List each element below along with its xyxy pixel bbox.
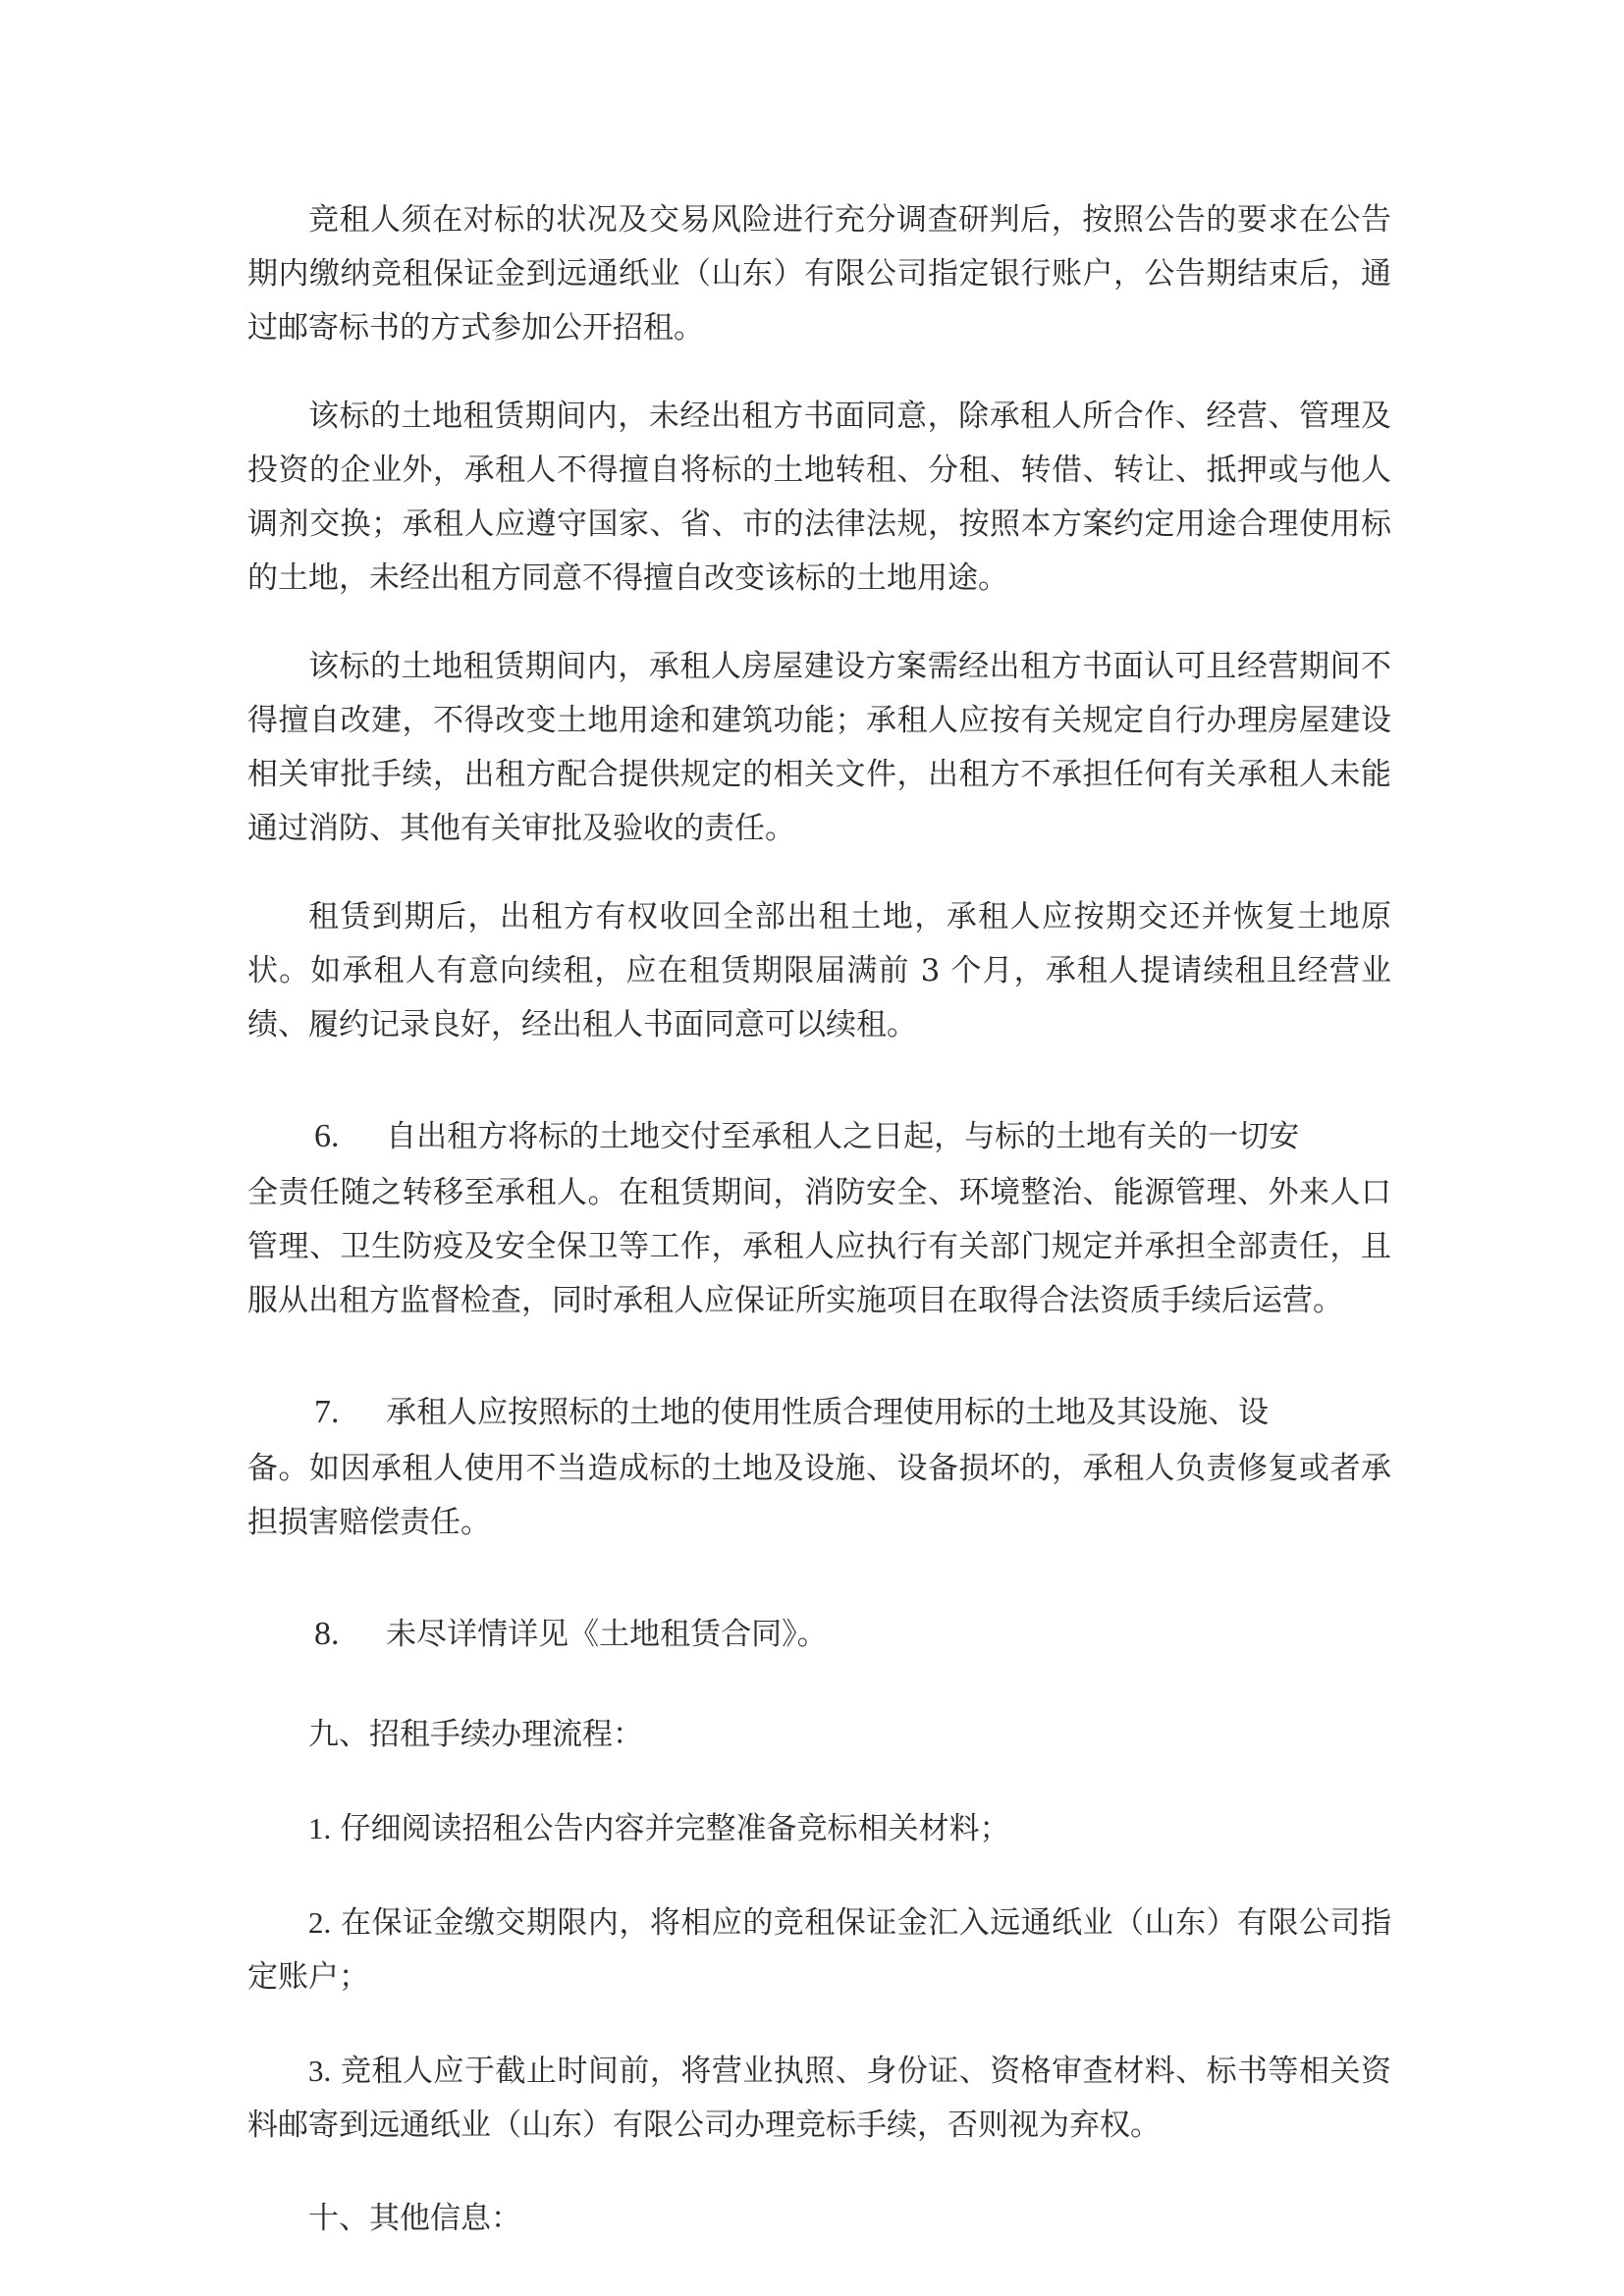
clause-text: 承租人应按照标的土地的使用性质合理使用标的土地及其设施、设 [386, 1395, 1270, 1430]
section-9-heading: 九、招租手续办理流程： [308, 1717, 643, 1752]
item-number: 2. [308, 1905, 332, 1940]
clause-text: 自出租方将标的土地交付至承租人之日起，与标的土地有关的一切安 [386, 1119, 1300, 1154]
clause-number: 7. [314, 1394, 340, 1430]
item-text: 在保证金缴交期限内，将相应的竞租保证金汇入远通纸业（山东）有限公司指定账户； [247, 1905, 1391, 1995]
clause-6-continuation: 全责任随之转移至承租人。在租赁期间，消防安全、环境整治、能源管理、外来人口管理、卫生防疫及安全保卫等工作，承租人应执行有关部门规定并承担全部责任，且服从出租方监督检查，同时承租人应保证所实施项目在取得合法资质手续后运营。 [247, 1175, 1391, 1318]
item-number: 1. [308, 1811, 332, 1845]
clause-number: 8. [314, 1616, 340, 1652]
paragraph-bid-deposit: 竞租人须在对标的状况及交易风险进行充分调查研判后，按照公告的要求在公告期内缴纳竞租保证金到远通纸业（山东）有限公司指定银行账户，公告期结束后，通过邮寄标书的方式参加公开招租。 [247, 202, 1391, 346]
procedure-item-2 [247, 1896, 1391, 2004]
document-body [247, 193, 1391, 2246]
clause-7-continuation: 备。如因承租人使用不当造成标的土地及设施、设备损坏的，承租人负责修复或者承担损害赔偿责任。 [247, 1451, 1391, 1540]
procedure-item-1 [247, 1801, 1391, 1856]
paragraph-building-plan: 该标的土地租赁期间内，承租人房屋建设方案需经出租方书面认可且经营期间不得擅自改建，不得改变土地用途和建筑功能；承租人应按有关规定自行办理房屋建设相关审批手续，出租方配合提供规定的相关文件，出租方不承担任何有关承租人未能通过消防、其他有关审批及验收的责任。 [247, 649, 1391, 846]
clause-8 [247, 1605, 1391, 1664]
clause-8-line [247, 1605, 1391, 1664]
item-text: 仔细阅读招租公告内容并完整准备竞标相关材料； [340, 1811, 1010, 1846]
clause-text: 未尽详情详见《土地租赁合同》。 [386, 1617, 828, 1652]
clause-6-first-line [247, 1107, 1391, 1166]
clause-number: 6. [314, 1118, 340, 1154]
procedure-item-3 [247, 2044, 1391, 2153]
clause-7-first-line [247, 1383, 1391, 1442]
clause-7 [247, 1383, 1391, 1550]
clause-6 [247, 1107, 1391, 1328]
item-number: 3. [308, 2054, 332, 2088]
paragraph-lease-expiry: 租赁到期后，出租方有权收回全部出租土地，承租人应按期交还并恢复土地原状。如承租人有意向续租，应在租赁期限届满前 3 个月，承租人提请续租且经营业绩、履约记录良好，经出租人书面同意可以续租。 [247, 899, 1391, 1042]
section-10-heading: 十、其他信息： [308, 2201, 521, 2236]
item-text: 竞租人应于截止时间前，将营业执照、身份证、资格审查材料、标书等相关资料邮寄到远通纸业（山东）有限公司办理竞标手续，否则视为弃权。 [247, 2054, 1391, 2143]
paragraph-no-sublease: 该标的土地租赁期间内，未经出租方书面同意，除承租人所合作、经营、管理及投资的企业外，承租人不得擅自将标的土地转租、分租、转借、转让、抵押或与他人调剂交换；承租人应遵守国家、省、市的法律法规，按照本方案约定用途合理使用标的土地，未经出租方同意不得擅自改变该标的土地用途。 [247, 399, 1391, 596]
